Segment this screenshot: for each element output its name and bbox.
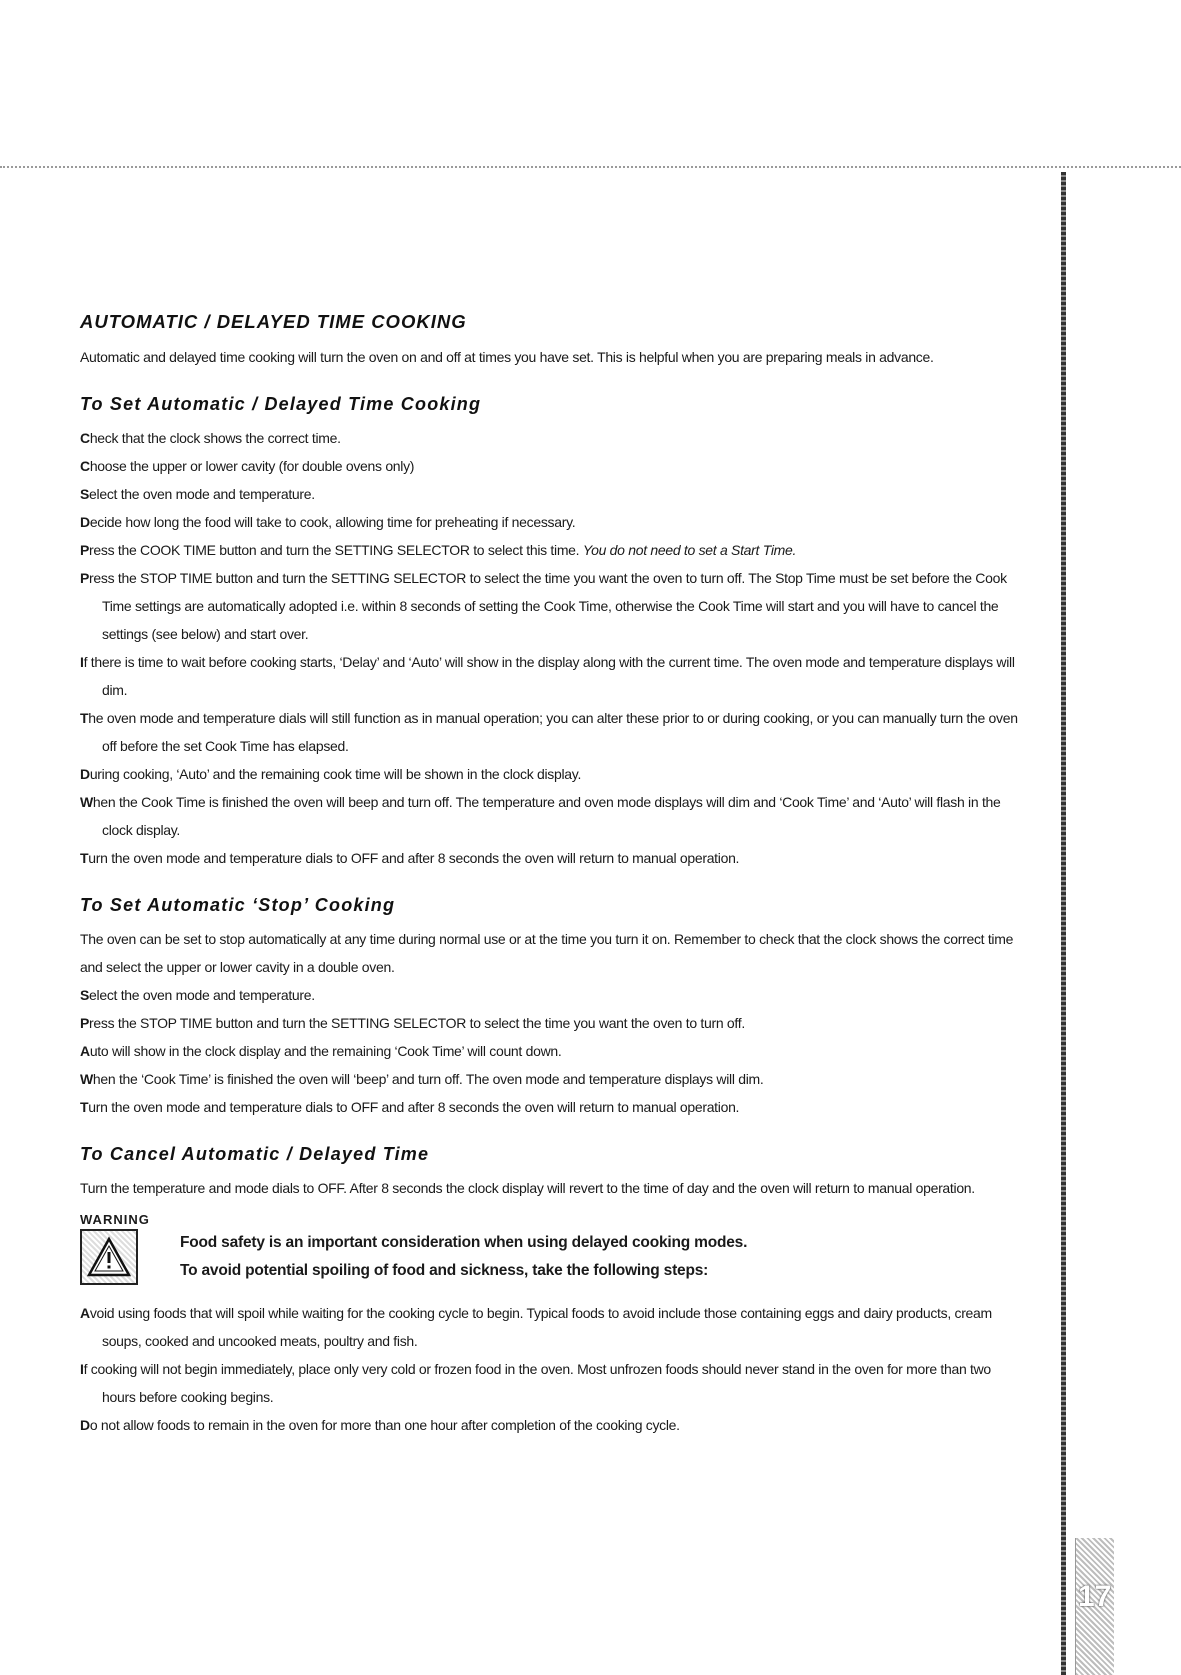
step-item: Select the oven mode and temperature. bbox=[80, 987, 315, 1003]
step-item: Turn the oven mode and temperature dials to OFF and after 8 seconds the oven will return to manual operation. bbox=[80, 850, 740, 866]
step-item: Turn the oven mode and temperature dials to OFF and after 8 seconds the oven will return to manual operation. bbox=[80, 1099, 740, 1115]
step-list bbox=[80, 424, 1020, 872]
top-dotted-rule bbox=[0, 166, 1181, 168]
warning-text bbox=[180, 1229, 747, 1285]
warning-triangle-icon bbox=[80, 1229, 138, 1285]
step-item: Select the oven mode and temperature. bbox=[80, 486, 315, 502]
step-item: The oven mode and temperature dials will still function as in manual operation; you can alter these prior to or during cooking, or you can manually turn the oven off before the set Cook Time has elapsed. bbox=[80, 710, 1018, 754]
step-item: Decide how long the food will take to cook, allowing time for preheating if necessary. bbox=[80, 514, 576, 530]
warning-label: WARNING bbox=[80, 1212, 150, 1227]
page-content bbox=[80, 310, 1020, 1439]
step-item: If cooking will not begin immediately, place only very cold or frozen food in the oven. Most unfrozen foods should never stand in the oven for more than two hours before cooking begins. bbox=[80, 1361, 991, 1405]
step-item: Check that the clock shows the correct time. bbox=[80, 430, 341, 446]
section-text: Turn the temperature and mode dials to OFF. After 8 seconds the clock display will revert to the time of day and the oven will return to manual operation. bbox=[80, 1180, 975, 1196]
step-item: Press the STOP TIME button and turn the SETTING SELECTOR to select the time you want the oven to turn off. The Stop Time must be set before the Cook Time settings are automatically adopted i.e. within 8 seconds of setting the Cook Time, otherwise the Cook Time will start and you will have to cancel the settings (see below) and start over. bbox=[80, 570, 1007, 642]
section-stop-cooking bbox=[80, 894, 1020, 1121]
section-set-automatic bbox=[80, 393, 1020, 872]
section-heading: To Set Automatic ‘Stop’ Cooking bbox=[80, 895, 396, 915]
warning-line-1: Food safety is an important consideration when using delayed cooking modes. bbox=[180, 1234, 748, 1251]
step-item: Auto will show in the clock display and the remaining ‘Cook Time’ will count down. bbox=[80, 1043, 562, 1059]
step-item: If there is time to wait before cooking starts, ‘Delay’ and ‘Auto’ will show in the display along with the current time. The oven mode and temperature displays will dim. bbox=[80, 654, 1015, 698]
section-heading: To Set Automatic / Delayed Time Cooking bbox=[80, 394, 482, 414]
step-item: When the Cook Time is finished the oven will beep and turn off. The temperature and oven mode displays will dim and ‘Cook Time’ and ‘Auto’ will flash in the clock display. bbox=[80, 794, 1001, 838]
warning-line-2: To avoid potential spoiling of food and sickness, take the following steps: bbox=[180, 1262, 709, 1279]
side-margin-bar bbox=[1061, 172, 1066, 1675]
step-item: Press the STOP TIME button and turn the SETTING SELECTOR to select the time you want the oven to turn off. bbox=[80, 1015, 745, 1031]
page-number: 17 bbox=[1078, 1580, 1112, 1613]
section-intro: The oven can be set to stop automatically at any time during normal use or at the time you turn it on. Remember to check that the clock shows the correct time and select the upper or lower cavity in a double oven. bbox=[80, 931, 1014, 975]
intro-paragraph: Automatic and delayed time cooking will turn the oven on and off at times you have set. This is helpful when you are preparing meals in advance. bbox=[80, 349, 934, 365]
warning-step-list bbox=[80, 1299, 1020, 1439]
step-item: Choose the upper or lower cavity (for double ovens only) bbox=[80, 458, 415, 474]
step-item: Avoid using foods that will spoil while waiting for the cooking cycle to begin. Typical foods to avoid include those containing eggs and dairy products, cream soups, cooked and uncooked meats, poultry and fish. bbox=[80, 1305, 992, 1349]
warning-block bbox=[80, 1229, 1020, 1285]
step-item: Press the COOK TIME button and turn the SETTING SELECTOR to select this time. You do not need to set a Start Time. bbox=[80, 542, 797, 558]
section-heading: To Cancel Automatic / Delayed Time bbox=[80, 1144, 430, 1164]
step-item: Do not allow foods to remain in the oven for more than one hour after completion of the cooking cycle. bbox=[80, 1417, 680, 1433]
step-item: When the ‘Cook Time’ is finished the oven will ‘beep’ and turn off. The oven mode and temperature displays will dim. bbox=[80, 1071, 764, 1087]
section-cancel bbox=[80, 1143, 1020, 1202]
page-title: AUTOMATIC / DELAYED TIME COOKING bbox=[80, 311, 467, 332]
step-list bbox=[80, 981, 1020, 1121]
step-item: During cooking, ‘Auto’ and the remaining cook time will be shown in the clock display. bbox=[80, 766, 582, 782]
